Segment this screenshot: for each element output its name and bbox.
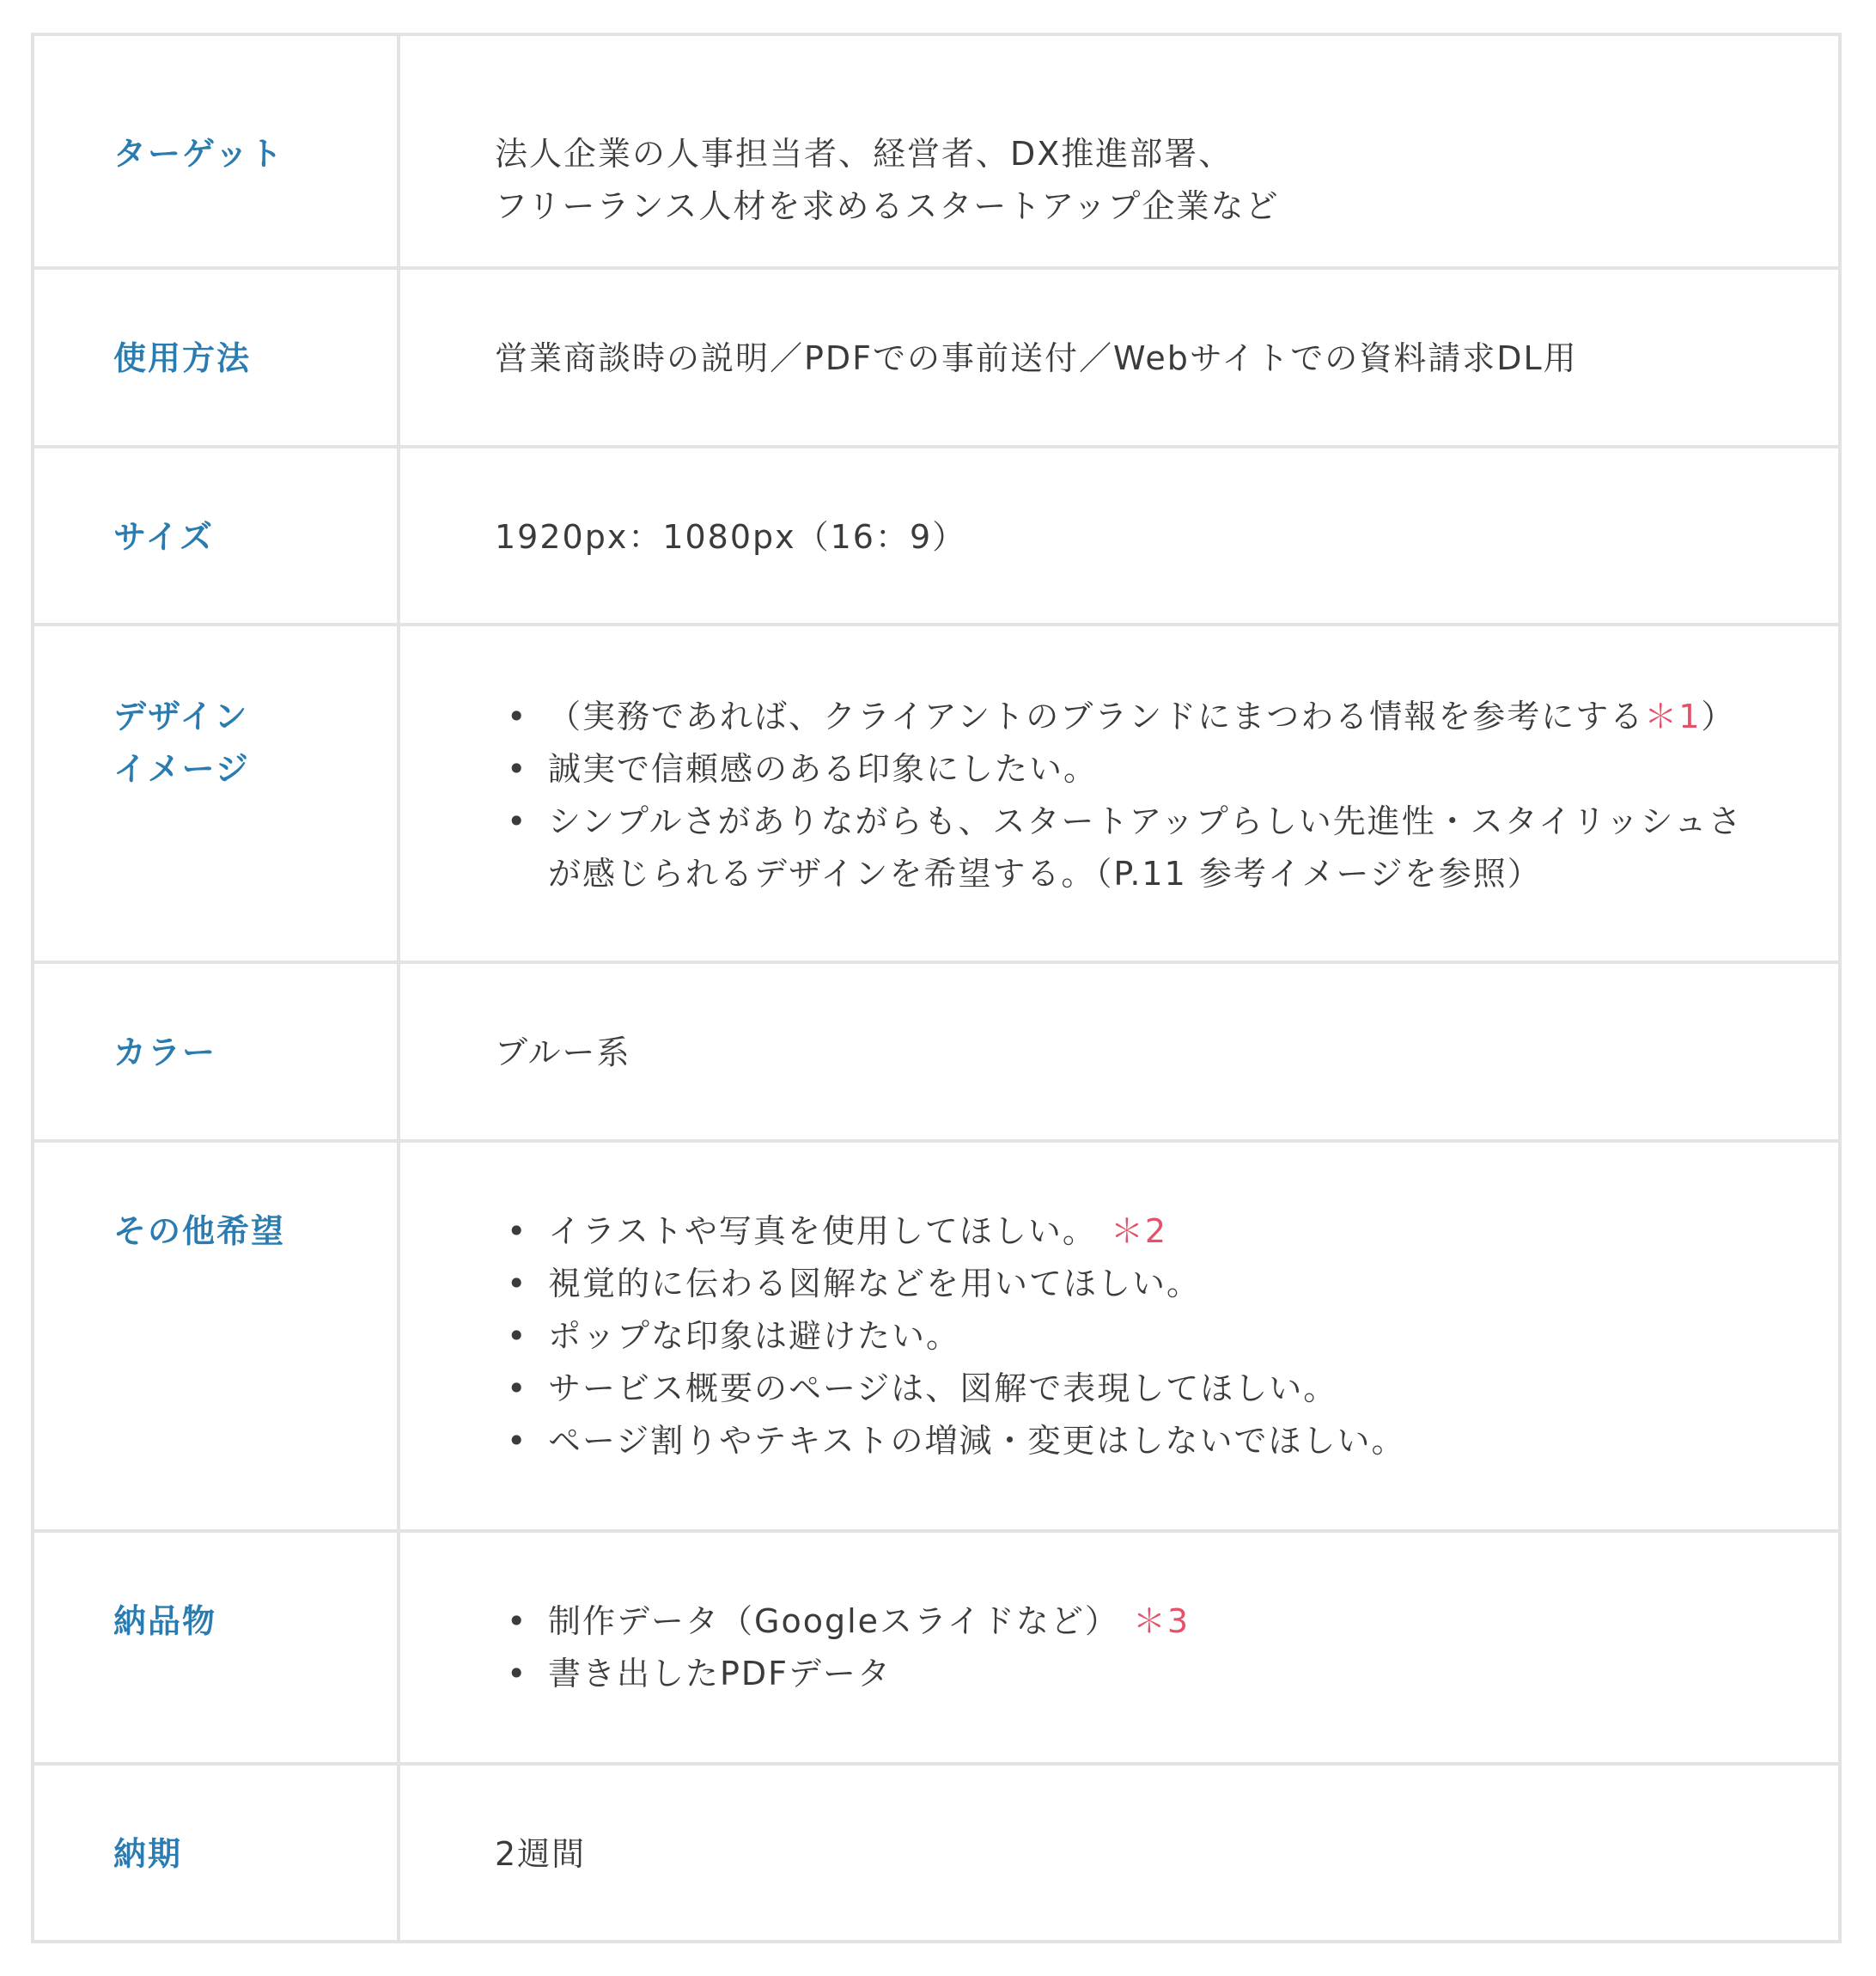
bullet-item: [495, 1205, 1787, 1258]
row-deadline: [33, 1764, 1840, 1942]
bullet-text: 視覚的に伝わる図解などを用いてほしい。: [548, 1265, 1202, 1303]
value-cell: [399, 447, 1840, 625]
spec-table: [31, 33, 1842, 1943]
value-line: ブルー系: [495, 1033, 631, 1071]
note-mark: ＊1: [1644, 698, 1702, 736]
bullet-text: • シンプルさがありながらも、スタートアップらしい先進性・スタイリッシュさ: [548, 802, 1743, 841]
value-cell: [399, 962, 1840, 1141]
bullet-item: [495, 1363, 1787, 1415]
note-mark: ＊3: [1132, 1602, 1191, 1641]
bullet-item: [495, 796, 1787, 900]
bullet-text: ポップな印象は避けたい。: [548, 1317, 961, 1356]
row-label: カラー: [113, 1033, 217, 1071]
row-label: 使用方法: [113, 339, 252, 378]
row-label: サイズ: [113, 517, 214, 556]
note-mark: ＊2: [1110, 1212, 1168, 1251]
bullet-text: イラストや写真を使用してほしい。: [548, 1212, 1097, 1251]
row-design-image: [33, 625, 1840, 962]
bullet-item: [495, 691, 1787, 743]
value-line: 営業商談時の説明／PDFでの事前送付／Webサイトでの資料請求DL用: [495, 339, 1578, 378]
bullet-item: [495, 1648, 1787, 1700]
bullet-text: （実務であれば、クライアントのブランドにまつわる情報を参考にする: [548, 698, 1645, 736]
label-cell: [33, 268, 399, 446]
value-cell: [399, 1141, 1840, 1531]
bullet-list: [495, 691, 1787, 900]
bullet-item: [495, 1415, 1787, 1467]
row-color: [33, 962, 1840, 1141]
bullet-text: 制作データ（Googleスライドなど）: [548, 1602, 1119, 1641]
row-target: [33, 34, 1840, 268]
bullet-text: が感じられるデザインを希望する。（P.11 参考イメージを参照）: [548, 855, 1542, 893]
label-cell: [33, 625, 399, 962]
row-other-requests: [33, 1141, 1840, 1531]
row-deliverables: [33, 1531, 1840, 1763]
value-cell: [399, 268, 1840, 446]
label-cell: [33, 962, 399, 1141]
bullet-text: 誠実で信頼感のある印象にしたい。: [548, 750, 1099, 789]
bullet-item: [495, 1595, 1787, 1648]
bullet-item: [495, 1310, 1787, 1363]
bullet-text: サービス概要のページは、図解で表現してほしい。: [548, 1369, 1338, 1408]
value-line: フリーランス人材を求めるスタートアップ企業など: [495, 187, 1280, 225]
row-label: 納期: [113, 1834, 183, 1873]
bullet-item: [495, 743, 1787, 796]
value-line: 2週間: [495, 1834, 587, 1873]
row-label: 納品物: [113, 1602, 217, 1641]
bullet-text: ページ割りやテキストの増減・変更はしないでほしい。: [548, 1422, 1406, 1461]
row-size: [33, 447, 1840, 625]
value-line: 法人企業の人事担当者、経営者、DX推進部署、: [495, 135, 1233, 173]
bullet-text-after: ）: [1701, 698, 1736, 736]
value-line: 1920px：1080px（16：9）: [495, 517, 967, 556]
bullet-text: 書き出したPDFデータ: [548, 1655, 892, 1693]
row-label: イメージ: [113, 750, 250, 789]
label-cell: [33, 1764, 399, 1942]
value-cell: [399, 625, 1840, 962]
row-label: ターゲット: [113, 135, 284, 173]
row-label: その他希望: [113, 1212, 286, 1251]
value-cell: [399, 1531, 1840, 1763]
bullet-list: [495, 1205, 1787, 1467]
row-usage: [33, 268, 1840, 446]
label-cell: [33, 1531, 399, 1763]
label-cell: [33, 447, 399, 625]
label-cell: [33, 1141, 399, 1531]
value-cell: [399, 1764, 1840, 1942]
bullet-list: [495, 1595, 1787, 1700]
bullet-item: [495, 1258, 1787, 1310]
label-cell: [33, 34, 399, 268]
value-cell: [399, 34, 1840, 268]
row-label: デザイン: [113, 698, 249, 736]
